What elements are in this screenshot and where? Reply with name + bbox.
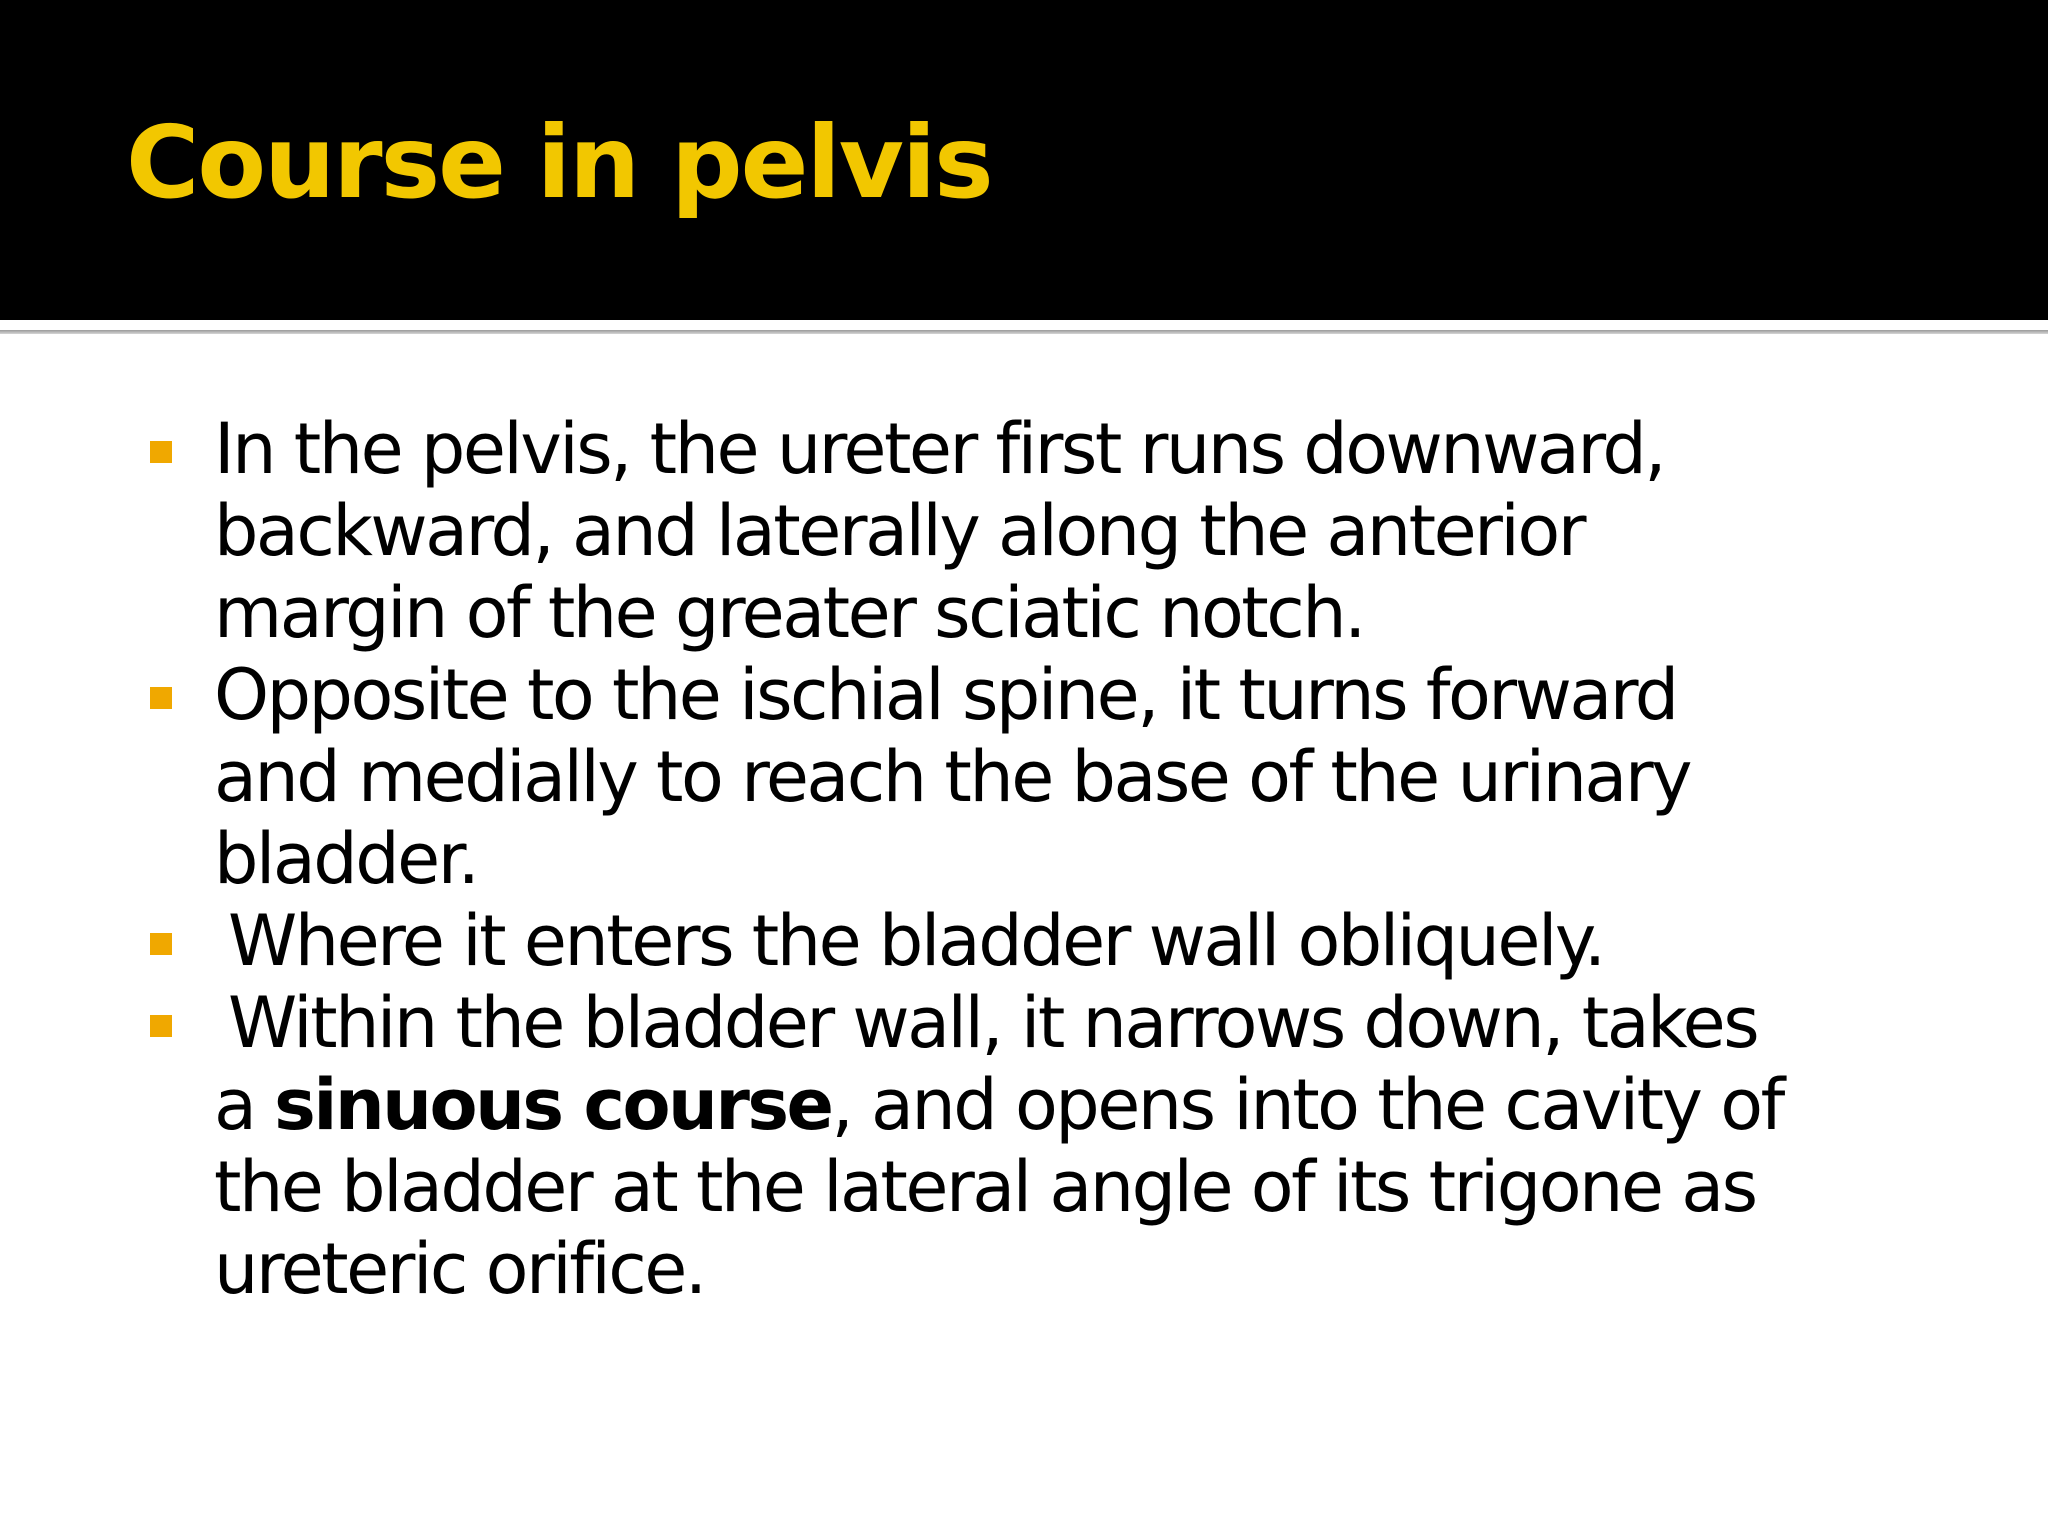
bullet-text-segment: , and opens into the cavity of xyxy=(831,1064,1783,1146)
slide-title: Course in pelvis xyxy=(126,104,992,221)
bullet-line: Opposite to the ischial spine, it turns forward xyxy=(214,654,1677,736)
bullet-line: margin of the greater sciatic notch. xyxy=(214,572,1364,654)
square-bullet-icon xyxy=(150,441,172,463)
square-bullet-icon xyxy=(150,933,172,955)
bullet-line: backward, and laterally along the anterior xyxy=(214,490,1584,572)
bullet-list xyxy=(140,408,1940,1310)
title-divider-gap xyxy=(0,320,2048,328)
bullet-line: Where it enters the bladder wall obliquely. xyxy=(228,900,1604,982)
square-bullet-icon xyxy=(150,687,172,709)
title-bar xyxy=(0,0,2048,320)
title-divider-line xyxy=(0,330,2048,334)
bullet-item xyxy=(140,654,1940,900)
bullet-item xyxy=(140,982,1940,1310)
bullet-line: and medially to reach the base of the urinary xyxy=(214,736,1691,818)
bullet-item xyxy=(140,900,1940,982)
bullet-line: the bladder at the lateral angle of its trigone as xyxy=(214,1146,1756,1228)
bullet-text-segment: a xyxy=(214,1064,275,1146)
bullet-line: ureteric orifice. xyxy=(214,1228,705,1310)
bullet-item xyxy=(140,408,1940,654)
emphasized-term: sinuous course xyxy=(274,1064,832,1146)
bullet-line: bladder. xyxy=(214,818,478,900)
bullet-line xyxy=(214,1064,1940,1146)
square-bullet-icon xyxy=(150,1015,172,1037)
bullet-line: In the pelvis, the ureter first runs downward, xyxy=(214,408,1665,490)
bullet-line: Within the bladder wall, it narrows down, takes xyxy=(228,982,1758,1064)
